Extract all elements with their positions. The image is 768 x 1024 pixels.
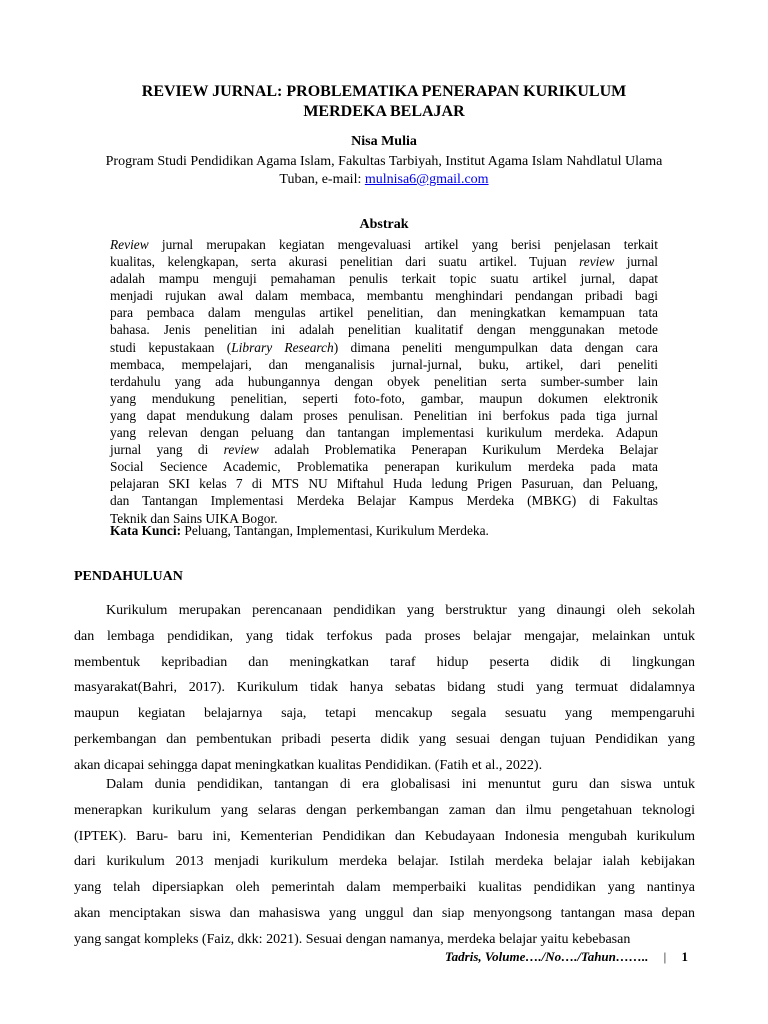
page-footer	[445, 948, 688, 966]
email-link[interactable]: mulnisa6@gmail.com	[364, 172, 489, 187]
section-line: yang telah dipersiapkan oleh pemerintah dalam memperbaiki kualitas pendidikan yang nantinya	[74, 880, 695, 896]
abstract-line: studi kepustakaan (Library Research) dimana peneliti mengumpulkan data dengan cara	[110, 339, 658, 355]
abstract-line: Teknik dan Sains UIKA Bogor.	[110, 510, 278, 526]
email-prefix: Tuban, e-mail:	[279, 172, 365, 187]
abstract-line: yang relevan dengan peluang dan tantangan implementasi kurikulum merdeka. Adapun	[110, 425, 658, 441]
abstract-line: kualitas, kelengkapan, serta akurasi penelitian dari suatu artikel. Tujuan review jurnal	[110, 254, 658, 270]
keywords-text: Peluang, Tantangan, Implementasi, Kurikulum Merdeka.	[181, 523, 489, 538]
abstract-line: yang mendukung penelitian, seperti foto-foto, gambar, maupun dokumen elektronik	[110, 390, 658, 406]
abstract-line: para pembaca dalam mengulas artikel penelitian, dan meningkatkan kemampuan tata	[110, 305, 658, 321]
abstract-body	[110, 236, 658, 527]
author-name: Nisa Mulia	[351, 134, 417, 149]
abstract-line: Review jurnal merupakan kegiatan mengevaluasi artikel yang berisi penjelasan terkait	[110, 237, 658, 252]
abstract-line: adalah mampu menguji pemahaman penulis terkait topic suatu artikel jurnal, dapat	[110, 271, 658, 287]
section-line: dari kurikulum 2013 menjadi kurikulum merdeka belajar. Istilah merdeka belajar ialah kebijakan	[74, 854, 695, 870]
section-line: akan dicapai sehingga dapat meningkatkan kualitas Pendidikan. (Fatih et al., 2022).	[74, 757, 543, 773]
section-line: menerapkan kurikulum yang selaras dengan perkembangan zaman dan ilmu pengetahuan teknologi	[74, 802, 695, 818]
keywords	[110, 522, 658, 539]
page-number: 1	[681, 949, 688, 964]
footer-journal: Tadris, Volume…./No…./Tahun……..	[444, 949, 649, 964]
affiliation-line: Program Studi Pendidikan Agama Islam, Fakultas Tarbiyah, Institut Agama Islam Nahdlatul Ulama	[105, 154, 663, 169]
section-line: Dalam dunia pendidikan, tantangan di era globalisasi ini menuntut guru dan siswa untuk	[106, 777, 695, 792]
paragraph-1	[74, 598, 695, 779]
section-line: dan lembaga pendidikan, yang tidak terfokus pada proses belajar mengajar, melainkan untuk	[74, 628, 695, 644]
section-line: akan menciptakan siswa dan mahasiswa yang unggul dan siap menyongsong tantangan masa depan	[74, 905, 695, 921]
paragraph-2	[74, 772, 695, 953]
abstract-line: Social Secience Academic, Problematika penerapan kurikulum merdeka pada mata	[110, 459, 658, 475]
section-line: maupun kegiatan belajarnya saja, tetapi mencakup segala sesuatu yang mempengaruhi	[74, 706, 695, 722]
abstract-line: menjadi rujukan awal dalam membaca, membantu menghindari pendangan pribadi bagi	[110, 288, 658, 304]
title-line: REVIEW JURNAL: PROBLEMATIKA PENERAPAN KURIKULUM	[141, 83, 627, 100]
section-line: perkembangan dan pembentukan pribadi peserta didik yang sesuai dengan tujuan Pendidikan yang	[74, 731, 695, 747]
keywords-label: Kata Kunci:	[110, 523, 182, 538]
abstract-line: dan Tantangan Implementasi Merdeka Belajar Kampus Merdeka (MBKG) di Fakultas	[110, 493, 658, 509]
abstract-line: yang dapat mendukung dalam proses penulisan. Penelitian ini berfokus pada tiga jurnal	[110, 407, 658, 423]
paper-title	[60, 82, 708, 122]
section-heading: PENDAHULUAN	[74, 569, 183, 584]
abstract-line: membaca, mempelajari, dan menganalisis jurnal-jurnal, buku, artikel, dari peneliti	[110, 356, 658, 372]
abstract-line: terdahulu yang ada hubungannya dengan obyek penelitian serta sumber-sumber lain	[110, 373, 658, 389]
author-affiliation	[60, 153, 708, 189]
abstract-heading: Abstrak	[359, 217, 409, 232]
footer-separator: |	[663, 949, 667, 964]
affiliation-line-email	[60, 171, 708, 189]
abstract-line: bahasa. Jenis penelitian ini adalah penelitian kualitatif dengan menggunakan metode	[110, 322, 658, 338]
section-line: yang sangat kompleks (Faiz, dkk: 2021). Sesuai dengan namanya, merdeka belajar yaitu kebebasan	[74, 931, 631, 947]
section-line: membentuk kepribadian dan meningkatkan taraf hidup peserta didik di lingkungan	[74, 654, 695, 670]
title-line: MERDEKA BELAJAR	[303, 103, 465, 120]
section-line: Kurikulum merupakan perencanaan pendidikan yang berstruktur yang dinaungi oleh sekolah	[106, 603, 695, 618]
abstract-line: pelajaran SKI kelas 7 di MTS NU Miftahul Huda ledung Prigen Pasuruan, dan Peluang,	[110, 476, 658, 492]
section-line: (IPTEK). Baru- baru ini, Kementerian Pendidikan dan Kebudayaan Indonesia mengubah kurikulum	[74, 828, 695, 844]
section-line: masyarakat(Bahri, 2017). Kurikulum tidak hanya sebatas bidang studi yang termuat didalamnya	[74, 680, 695, 696]
abstract-line: jurnal yang di review adalah Problematika Penerapan Kurikulum Merdeka Belajar	[110, 442, 658, 458]
